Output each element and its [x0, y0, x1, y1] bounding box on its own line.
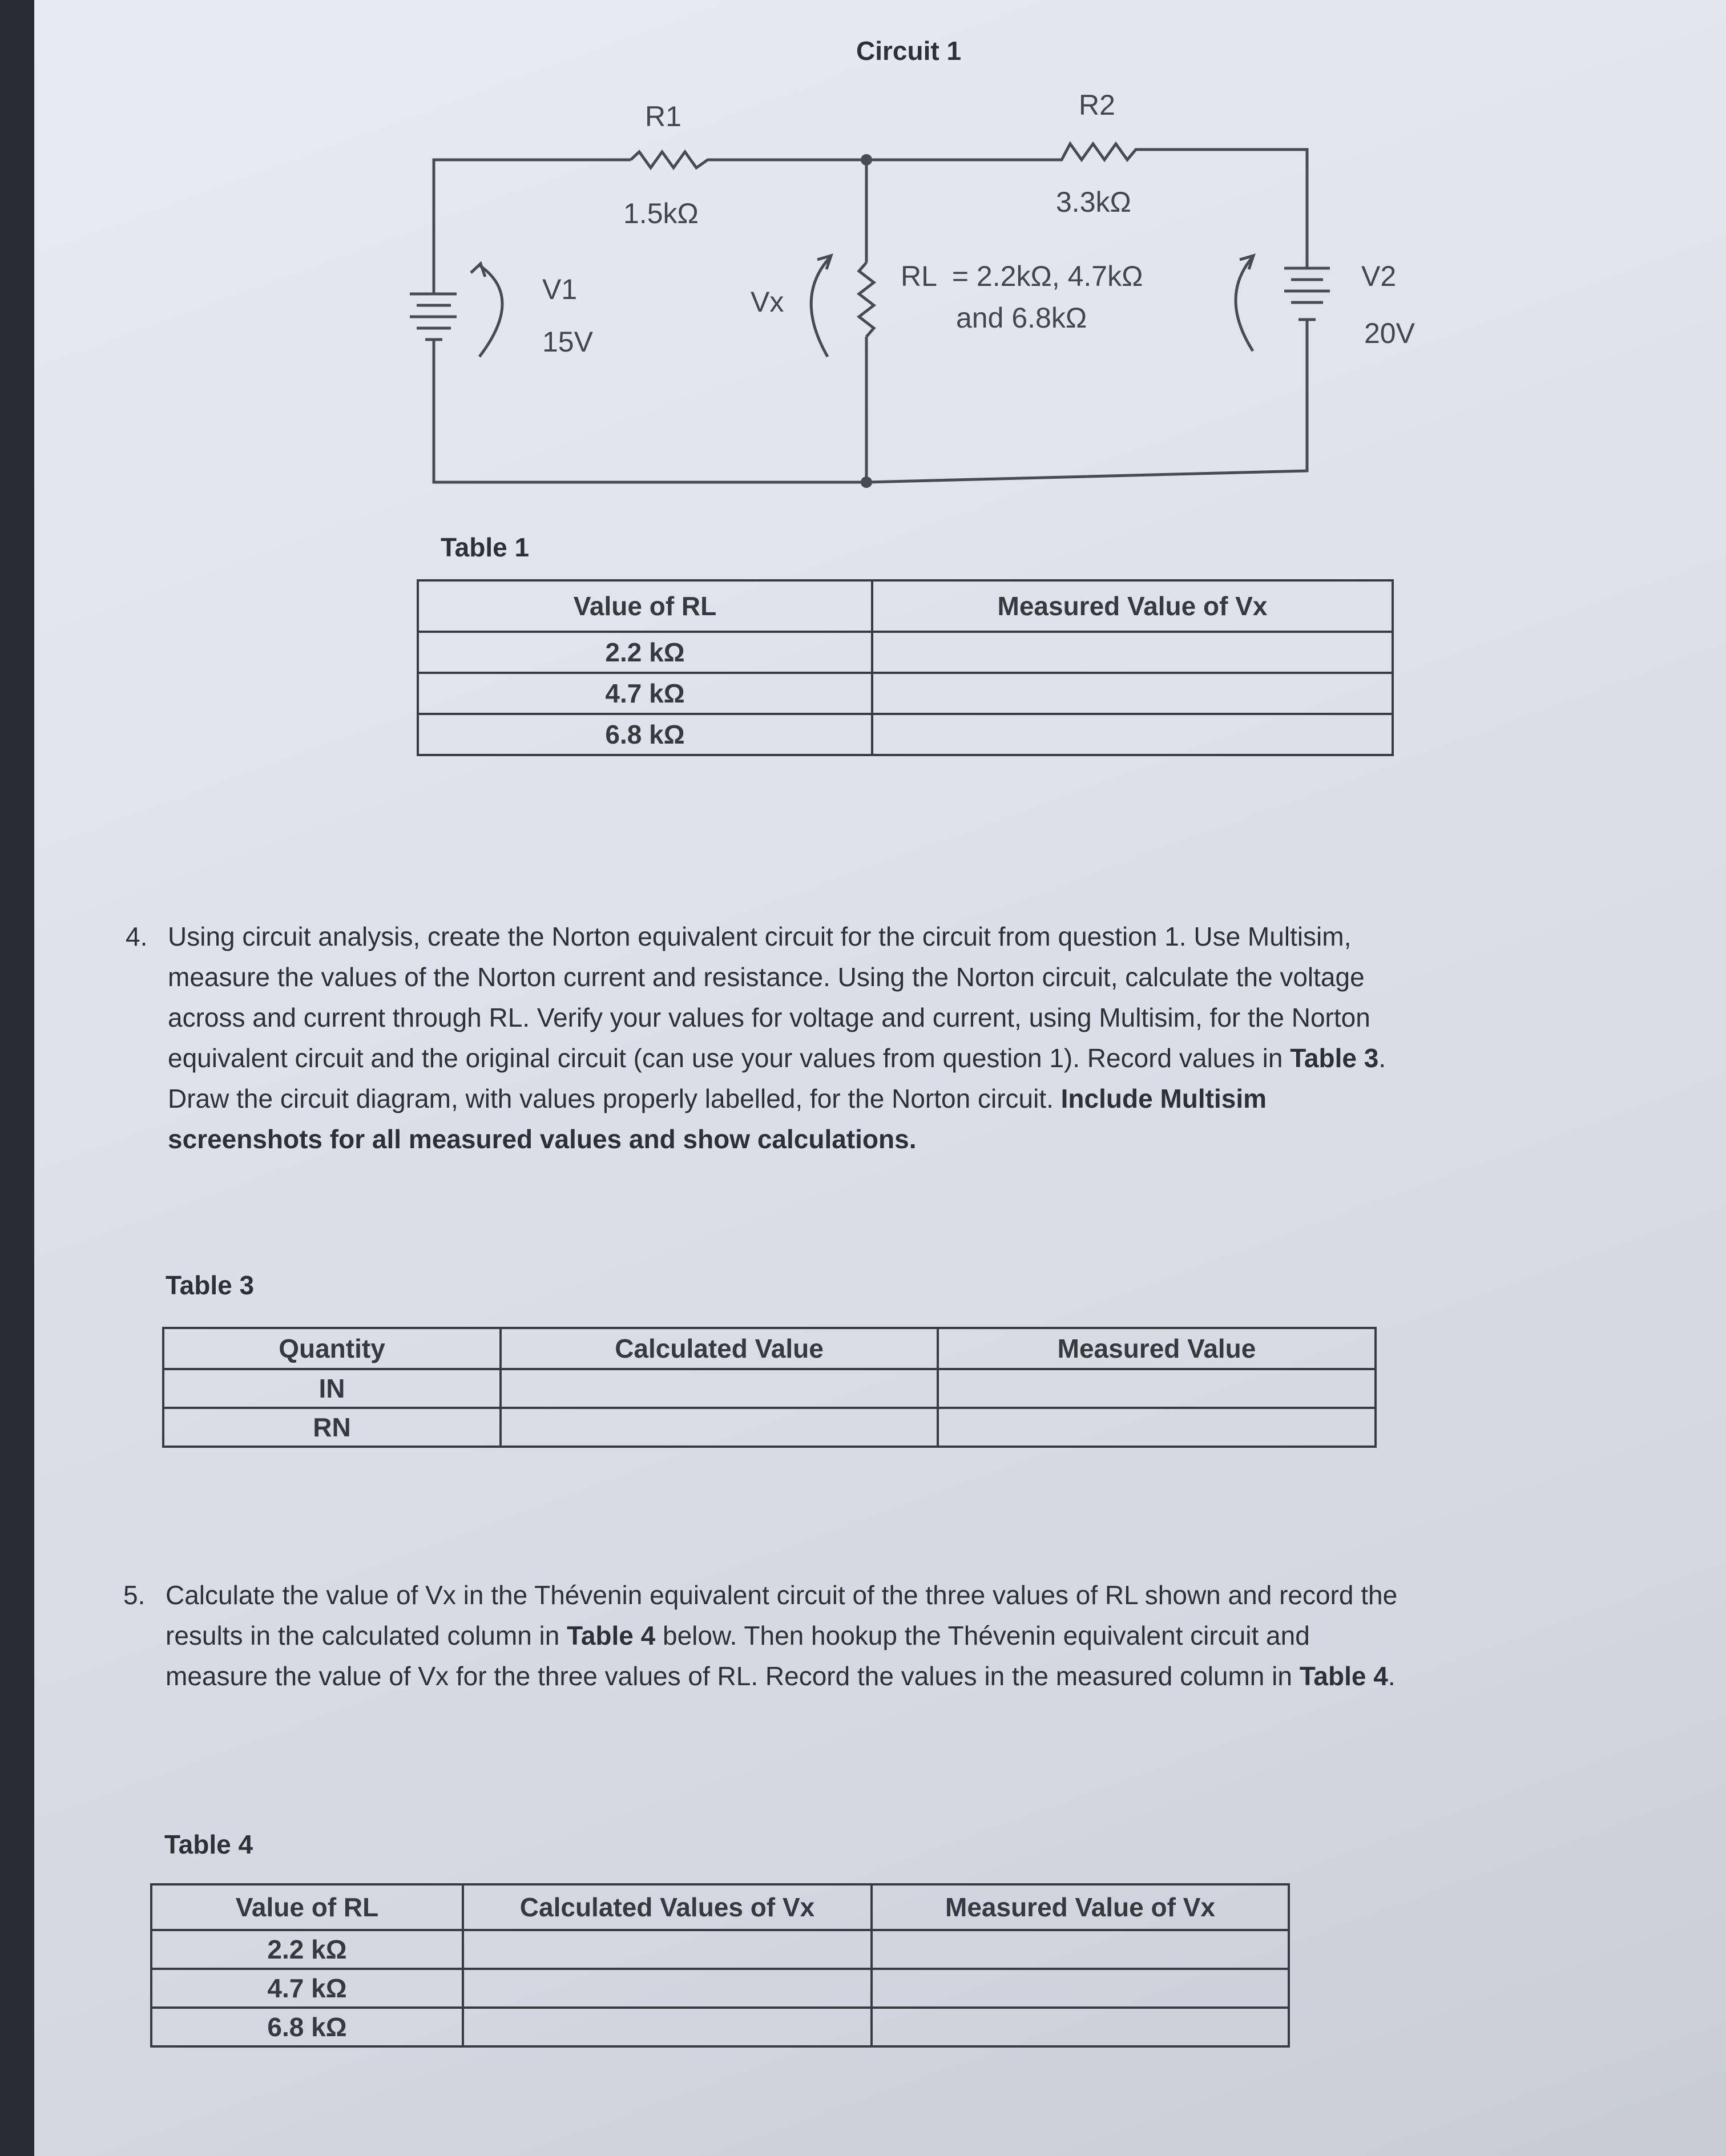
- circuit-diagram: [0, 0, 1726, 514]
- question-5-number: 5.: [123, 1580, 146, 1610]
- table-row: [418, 673, 1393, 714]
- table3-cell[interactable]: [938, 1369, 1376, 1408]
- table3-cell[interactable]: [501, 1369, 938, 1408]
- question-5-bold-table-ref: Table 4: [567, 1621, 656, 1650]
- table4-cell: 2.2 kΩ: [151, 1930, 463, 1969]
- table1-cell[interactable]: [872, 632, 1393, 673]
- table4: [150, 1883, 1290, 2048]
- table4-cell[interactable]: [463, 1930, 872, 1969]
- question-5-text-part2: below. Then hookup the Thévenin equivalent circuit and measure the value of Vx for the three values of RL. Record the values in the measured column in: [166, 1621, 1310, 1691]
- table3-cell[interactable]: [501, 1408, 938, 1447]
- question-5-bold-table-ref-2: Table 4: [1299, 1661, 1388, 1691]
- wire-top-left: [434, 160, 631, 294]
- table3-cell: IN: [163, 1369, 501, 1408]
- table1-cell: 2.2 kΩ: [418, 632, 872, 673]
- table3-header-quantity: Quantity: [163, 1328, 501, 1369]
- resistor-r1: [631, 152, 866, 168]
- table-row: [151, 1969, 1289, 2008]
- question-4-text-part2: . Draw the circuit diagram, with values properly labelled, for the Norton circuit.: [168, 1043, 1386, 1113]
- rl-values-line1: RL = 2.2kΩ, 4.7kΩ: [901, 260, 1143, 292]
- v1-value: 15V: [542, 326, 593, 358]
- r2-value: 3.3kΩ: [1056, 186, 1131, 218]
- table4-cell: 6.8 kΩ: [151, 2008, 463, 2046]
- table4-header-calculated: Calculated Values of Vx: [463, 1884, 872, 1930]
- r1-name: R1: [645, 100, 681, 132]
- table1-cell: 6.8 kΩ: [418, 714, 872, 755]
- table4-cell[interactable]: [872, 1930, 1289, 1969]
- junction-bottom: [861, 477, 872, 488]
- wire-bottom-left: [434, 340, 866, 482]
- table1-caption: Table 1: [441, 532, 530, 562]
- question-4-bold-instructions: Include Multisim screenshots for all measured values and show calculations.: [168, 1084, 1267, 1154]
- question-4-text-part1: Using circuit analysis, create the Norton equivalent circuit for the circuit from question 1. Use Multisim, measure the values of the Norton current and resistance. Using the Norton circuit, calculate the voltage across and current through RL. Verify your values for voltage and current, using Multisim, for the Norton equivalent circuit and the original circuit (can use your values from question 1). Record values in: [168, 922, 1370, 1073]
- table3-caption: Table 3: [166, 1270, 255, 1300]
- question-4: [126, 916, 1389, 1160]
- table4-header-measured: Measured Value of Vx: [872, 1884, 1289, 1930]
- table1: [417, 579, 1394, 756]
- table1-header-rl: Value of RL: [418, 580, 872, 632]
- table4-cell[interactable]: [463, 2008, 872, 2046]
- table4-cell[interactable]: [872, 1969, 1289, 2008]
- vx-label: Vx: [751, 286, 784, 318]
- v2-value: 20V: [1364, 317, 1415, 349]
- table3-header-measured: Measured Value: [938, 1328, 1376, 1369]
- rl-values-line2: and 6.8kΩ: [956, 302, 1087, 334]
- table-row: [418, 714, 1393, 755]
- v1-name: V1: [542, 273, 578, 305]
- table1-cell[interactable]: [872, 673, 1393, 714]
- table3-cell: RN: [163, 1408, 501, 1447]
- table4-caption: Table 4: [164, 1830, 253, 1859]
- table-row: [418, 632, 1393, 673]
- table-row: [163, 1408, 1376, 1447]
- table4-header-rl: Value of RL: [151, 1884, 463, 1930]
- r2-name: R2: [1079, 89, 1115, 121]
- junction-top: [861, 154, 872, 165]
- v2-name: V2: [1361, 260, 1397, 292]
- question-5: [123, 1575, 1398, 1697]
- table4-cell[interactable]: [872, 2008, 1289, 2046]
- table4-cell: 4.7 kΩ: [151, 1969, 463, 2008]
- table-row: [151, 2008, 1289, 2046]
- table3-cell[interactable]: [938, 1408, 1376, 1447]
- table4-cell[interactable]: [463, 1969, 872, 2008]
- wire-right: [866, 320, 1307, 482]
- table1-cell[interactable]: [872, 714, 1393, 755]
- table-row: [151, 1930, 1289, 1969]
- table3: [162, 1327, 1377, 1448]
- resistor-rl: [859, 263, 874, 337]
- question-5-text-part1: Calculate the value of Vx in the Thévenin equivalent circuit of the three values of RL shown and record the results in the calculated column in: [166, 1580, 1398, 1650]
- question-4-number: 4.: [126, 922, 148, 951]
- question-4-bold-table-ref: Table 3: [1290, 1043, 1379, 1073]
- question-5-text-part3: .: [1388, 1661, 1396, 1691]
- table1-header-vx: Measured Value of Vx: [872, 580, 1393, 632]
- r1-value: 1.5kΩ: [623, 197, 699, 229]
- table-row: [163, 1369, 1376, 1408]
- table1-cell: 4.7 kΩ: [418, 673, 872, 714]
- circuit-title: Circuit 1: [856, 36, 962, 66]
- table3-header-calculated: Calculated Value: [501, 1328, 938, 1369]
